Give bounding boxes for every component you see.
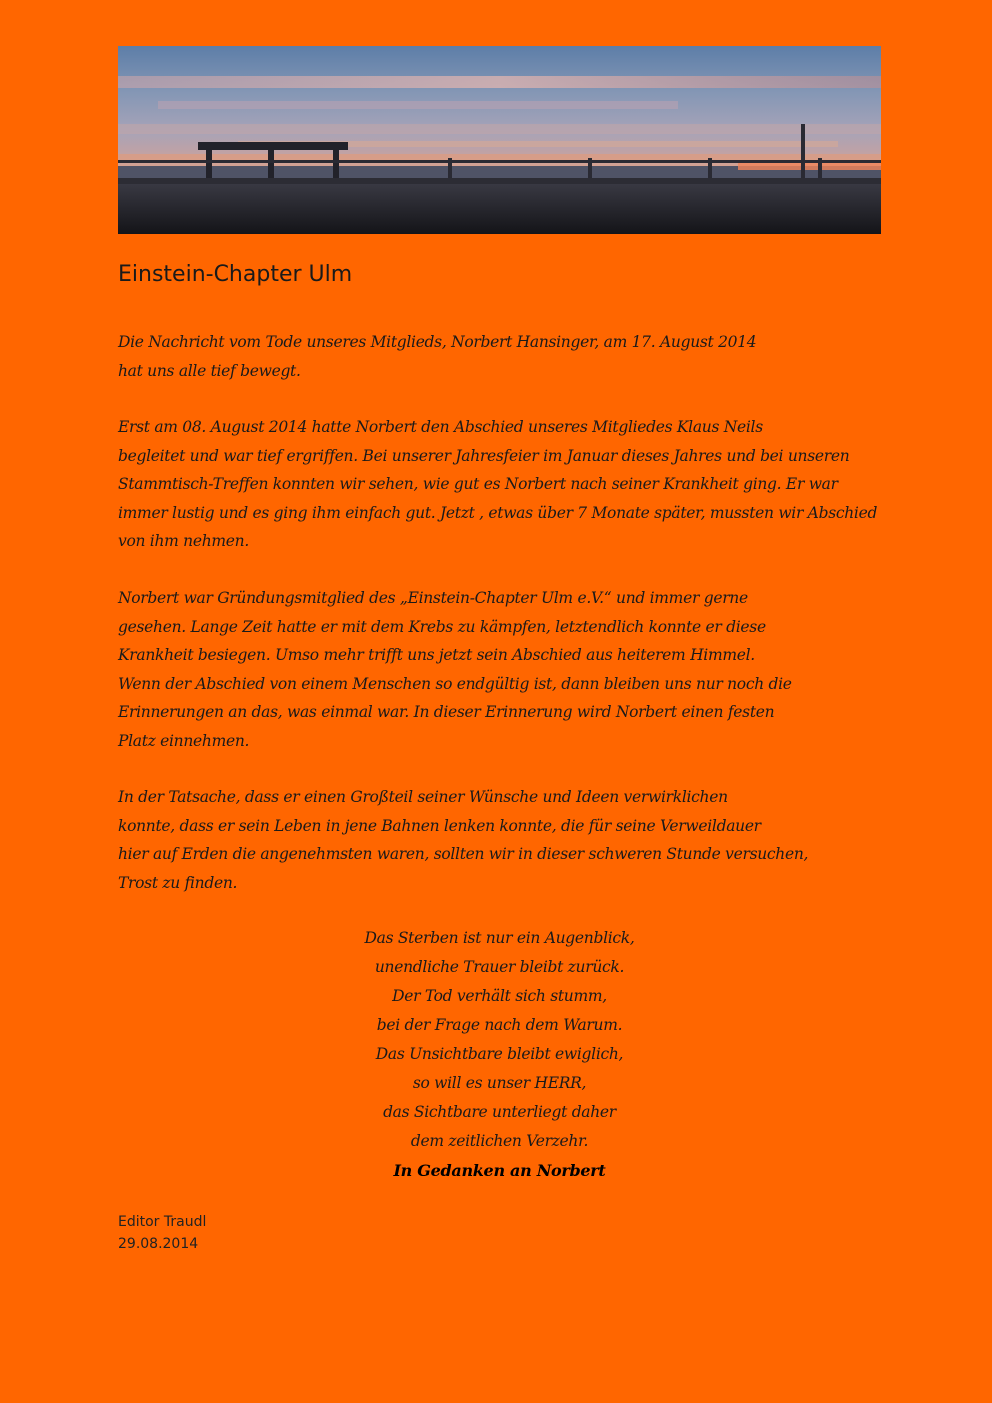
paragraph-line: hat uns alle tief bewegt. xyxy=(118,361,301,380)
paragraph-line: Stammtisch-Treffen konnten wir sehen, wie gut es Norbert nach seiner Krankheit ging. Er war xyxy=(118,475,838,493)
paragraph-line: gesehen. Lange Zeit hatte er mit dem Krebs zu kämpfen, letztendlich konnte er diese xyxy=(118,617,766,636)
paragraph-line: Wenn der Abschied von einem Menschen so endgültig ist, dann bleiben uns nur noch die xyxy=(118,674,792,693)
poem-line: Der Tod verhält sich stumm, xyxy=(392,987,607,1005)
paragraph-line: Erst am 08. August 2014 hatte Norbert den Abschied unseres Mitgliedes Klaus Neils xyxy=(118,418,763,436)
paragraph-line: begleitet und war tief ergriffen. Bei unserer Jahresfeier im Januar dieses Jahres und bei unseren xyxy=(118,446,850,465)
header-photo-sunset-shoreline xyxy=(118,46,881,234)
page-title: Einstein-Chapter Ulm xyxy=(118,262,353,287)
poem-line: Das Unsichtbare bleibt ewiglich, xyxy=(375,1045,624,1063)
paragraph-line: von ihm nehmen. xyxy=(118,532,249,550)
paragraph-line: Norbert war Gründungsmitglied des „Einstein-Chapter Ulm e.V.“ und immer gerne xyxy=(118,589,748,607)
paragraph-line: hier auf Erden die angenehmsten waren, sollten wir in dieser schweren Stunde versuchen, xyxy=(118,845,809,863)
poem-line: unendliche Trauer bleibt zurück. xyxy=(374,958,625,976)
paragraph-line: immer lustig und es ging ihm einfach gut. Jetzt , etwas über 7 Monate später, mussten wir Abschied xyxy=(118,503,878,522)
poem-line: dem zeitlichen Verzehr. xyxy=(410,1132,589,1150)
memorial-poem xyxy=(118,924,881,1185)
paragraph-3 xyxy=(118,584,858,755)
paragraph-1 xyxy=(118,328,858,385)
paragraph-line: konnte, dass er sein Leben in jene Bahnen lenken konnte, die für seine Verweildauer xyxy=(118,816,761,835)
sunset-photo-image xyxy=(118,46,881,234)
poem-line: das Sichtbare unterliegt daher xyxy=(383,1103,616,1121)
signature-block xyxy=(118,1211,206,1255)
paragraph-2 xyxy=(118,413,878,556)
paragraph-4 xyxy=(118,783,858,897)
paragraph-line: Krankheit besiegen. Umso mehr trifft uns jetzt sein Abschied aus heiterem Himmel. xyxy=(118,646,755,664)
paragraph-line: Trost zu finden. xyxy=(118,873,238,892)
editor-name: Editor Traudl xyxy=(118,1214,207,1230)
paragraph-line: Erinnerungen an das, was einmal war. In dieser Erinnerung wird Norbert einen festen xyxy=(118,703,775,721)
paragraph-line: Die Nachricht vom Tode unseres Mitglieds, Norbert Hansinger, am 17. August 2014 xyxy=(118,333,757,351)
poem-dedication: In Gedanken an Norbert xyxy=(393,1161,606,1180)
poem-line: so will es unser HERR, xyxy=(412,1074,587,1092)
poem-line: bei der Frage nach dem Warum. xyxy=(376,1016,623,1034)
paragraph-line: In der Tatsache, dass er einen Großteil seiner Wünsche und Ideen verwirklichen xyxy=(118,788,728,806)
poem-line: Das Sterben ist nur ein Augenblick, xyxy=(364,929,635,947)
signature-date: 29.08.2014 xyxy=(118,1236,199,1252)
paragraph-line: Platz einnehmen. xyxy=(118,731,250,750)
